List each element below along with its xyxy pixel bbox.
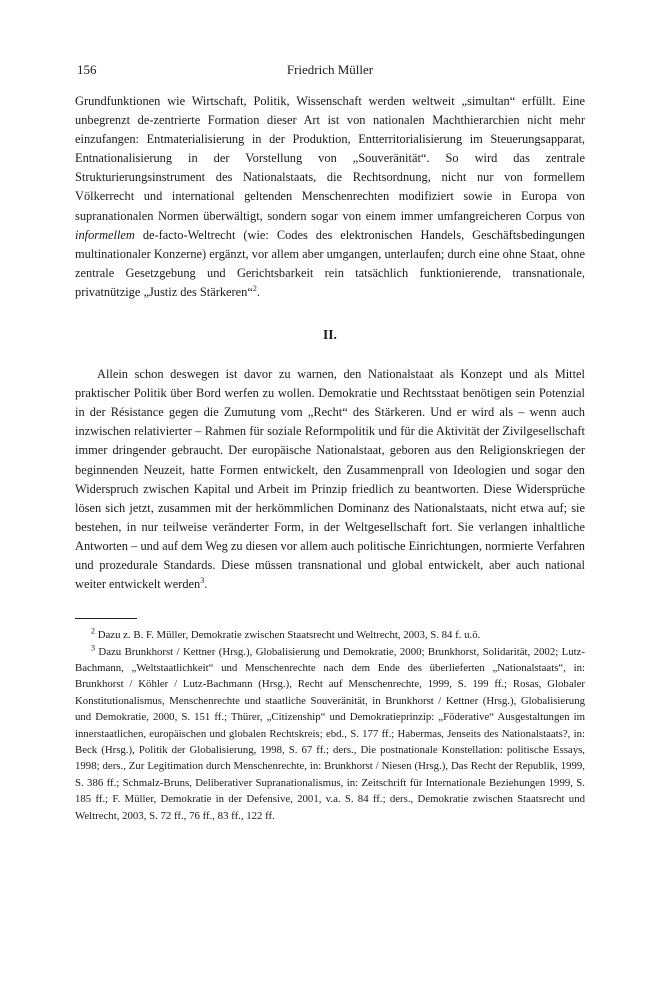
page-number: 156 bbox=[77, 62, 97, 77]
section-heading: II. bbox=[323, 327, 337, 343]
footnote-ref-2[interactable]: 2 bbox=[252, 283, 257, 293]
paragraph-1-emphasis: informellem bbox=[75, 227, 135, 242]
footnote-2-text: Dazu z. B. F. Müller, Demokratie zwischen Staatsrecht und Weltrecht, 2003, S. 84 f. u.ö. bbox=[97, 629, 481, 642]
paragraph-2 bbox=[75, 365, 585, 594]
page-header bbox=[75, 62, 585, 84]
paragraph-2-end: . bbox=[204, 577, 208, 592]
footnote-divider bbox=[75, 618, 137, 619]
footnote-3 bbox=[75, 644, 585, 824]
running-head-author: Friedrich Müller bbox=[286, 62, 374, 77]
paragraph-1 bbox=[75, 92, 585, 302]
footnote-2-marker: 2 bbox=[91, 626, 95, 636]
book-page bbox=[75, 62, 585, 824]
footnote-2 bbox=[75, 627, 585, 643]
paragraph-1-text: Grundfunktionen wie Wirtschaft, Politik, Wissenschaft werden weltweit „simultan“ erfüllt. Eine unbegrenzt de-zentrierte Formation dieser Art ist von nationalen Machthierarchien nicht mehr einzufangen: Entmaterialisierung in der Produktion, Entterritorialisierung im Steuerungsapparat, Entnationalisierung in der Vorstellung von „Souveränität“. So wird das zentrale Strukturierungsinstrument des Nationalstaats, die Rechtsordnung, nicht nur von formellem Völkerrecht und international geltenden Menschenrechten modifiziert sowie in Europa von supranationalen Normen überwältigt, sondern sogar von einem immer umfangreicheren Corpus von bbox=[75, 94, 585, 223]
paragraph-1-end: . bbox=[256, 284, 260, 299]
footnote-3-text: Dazu Brunkhorst / Kettner (Hrsg.), Globalisierung und Demokratie, 2000; Brunkhorst, Solidarität, 2002; Lutz-Bachmann, „Weltstaatlichkeit“ und Menschenrechte nach dem Ende des überlieferten „Nationalstaats“, in: Brunkhorst / Köhler / Lutz-Bachmann (Hrsg.), Recht auf Menschenrechte, 1999, S. 199 ff.; Rosas, Globaler Konstitutionalismus, Menschenrechte und staatliche Souveränität, in Brunkhorst / Kettner (Hrsg.), Globalisierung und Demokratie, 2000, S. 151 ff.; Thürer, „Citizenship“ und Demokratieprinzip: „Föderative“ Ausgestaltungen im innerstaatlichen, europäischen und globalen Rechtskreis; ebd., S. 177 ff.; Habermas, Jenseits des Nationalstaats?, in: Beck (Hrsg.), Politik der Globalisierung, 1998, S. 67 ff.; ders., Die postnationale Konstellation: politische Essays, 1998; ders., Zur Legitimation durch Menschenrechte, in: Brunkhorst / Niesen (Hrsg.), Das Recht der Republik, 1999, S. 386 ff.; Schmalz-Bruns, Deliberativer Supranationalismus, in: Zeitschrift für Internationale Beziehungen 1999, S. 185 ff.; F. Müller, Demokratie in der Defensive, 2001, v.a. S. 84 ff.; ders., Demokratie zwischen Staatsrecht und Weltrecht, 2003, S. 72 ff., 76 ff., 83 ff., 122 ff. bbox=[75, 645, 586, 822]
paragraph-2-text: Allein schon deswegen ist davor zu warnen, den Nationalstaat als Konzept und als Mittel praktischer Politik über Bord werfen zu wollen. Demokratie und Rechtsstaat benötigen sein Potenzial in der Résistance gegen die Zumutung vom „Recht“ des Stärkeren. Und er wird als – wenn auch inzwischen relativierter – Rahmen für soziale Reformpolitik und für die Aktivität der Zivilgesellschaft immer dringender gebraucht. Der europäische Nationalstaat, geboren aus den Religionskriegen der beginnenden Neuzeit, hatte Formen entwickelt, den Zusammenprall von Ideologien und sogar den Widerspruch zwischen Kapital und Arbeit im Prinzip friedlich zu beantworten. Diese Widersprüche lösen sich jetzt, zusammen mit der herkömmlichen Dominanz des Nationalstaats, nicht etwa auf; sie bestehen, in nur teilweise veränderter Form, in der Weltgesellschaft fort. Sie verlangen inhaltliche Antworten – und auf dem Weg zu diesen vor allem auch politische Einrichtungen, normierte Verfahren und prozedurale Standards. Diese müssen transnational und global entwickelt, aber auch national weiter entwickelt werden bbox=[75, 367, 585, 592]
footnote-3-marker: 3 bbox=[91, 642, 95, 652]
paragraph-1-text-after: de-facto-Weltrecht (wie: Codes des elektronischen Handels, Geschäftsbedingungen multinationaler Konzerne) ergänzt, vor allem aber umgangen, unterlaufen; durch eine ohne Staat, ohne zentrale Gesetzgebung und Gerichtsbarkeit rein tatsächlich funktionierende, transnationale, privatnützige „Justiz des Stärkeren“ bbox=[75, 227, 585, 299]
footnote-ref-3[interactable]: 3 bbox=[200, 575, 205, 585]
